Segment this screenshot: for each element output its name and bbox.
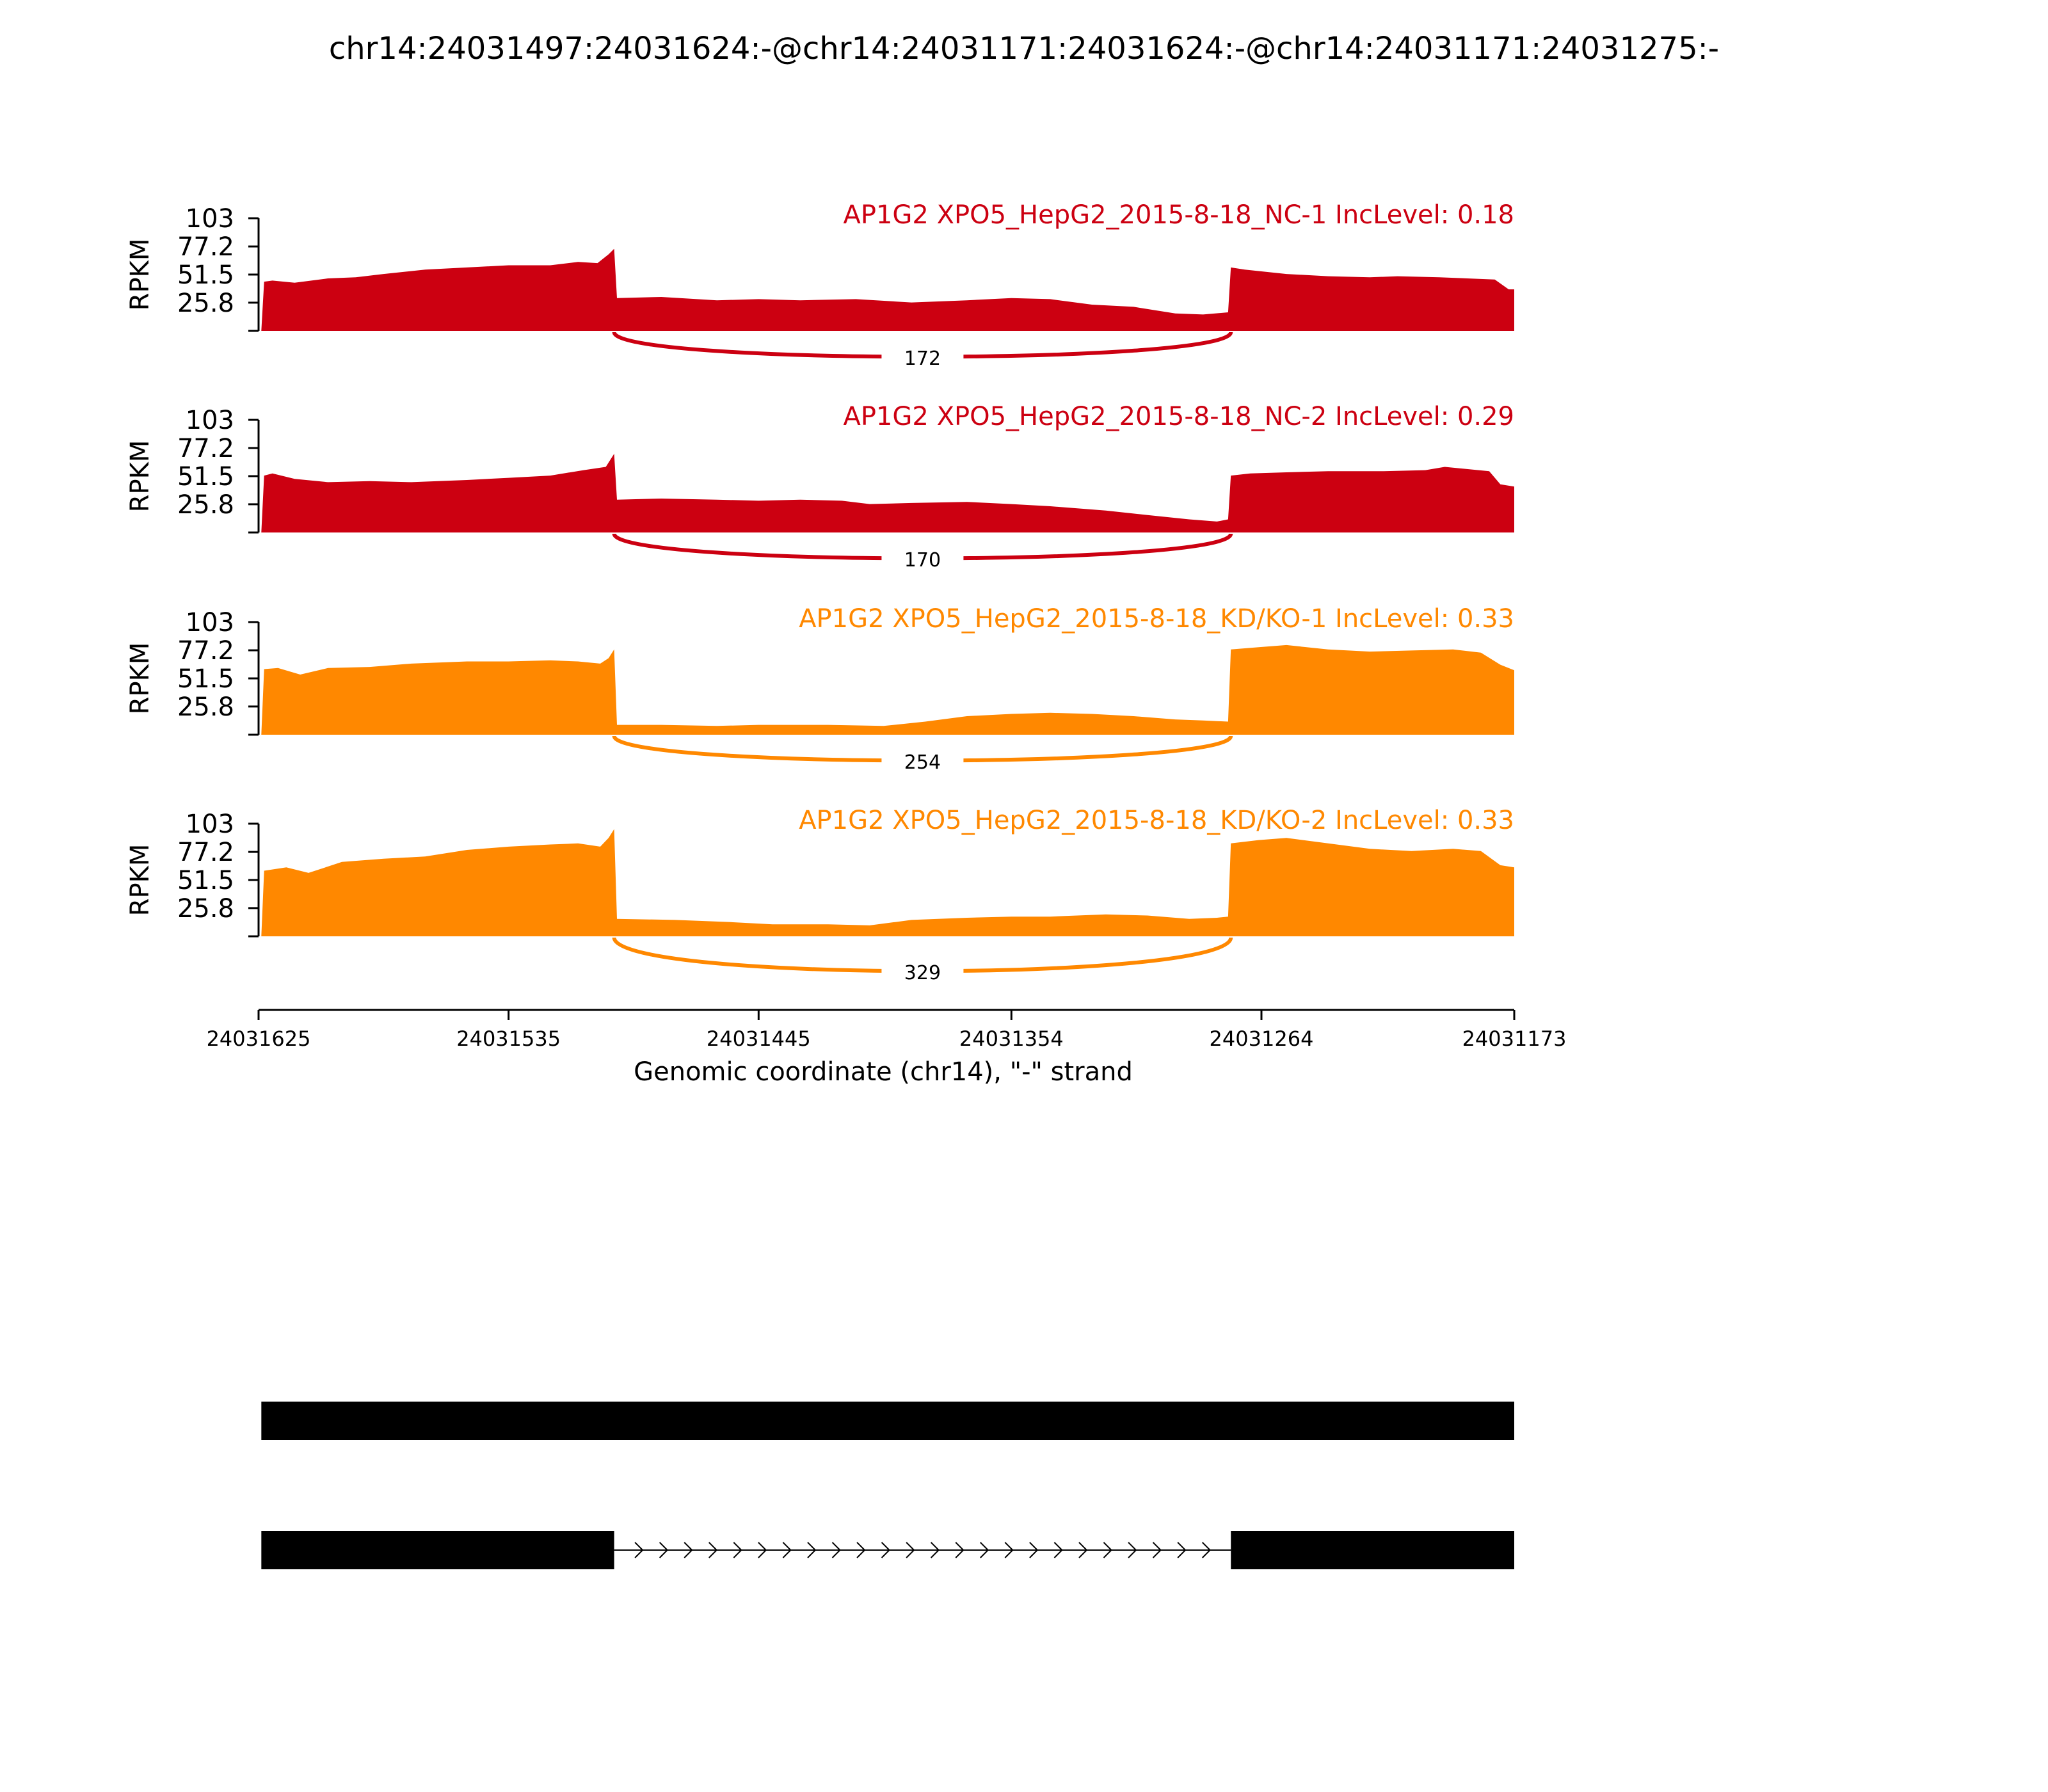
y-tick-label: 51.5 — [177, 664, 234, 694]
coverage-tracks — [125, 200, 1514, 985]
y-tick-label: 25.8 — [177, 288, 234, 318]
coverage-area — [261, 249, 1514, 331]
exon-block — [261, 1531, 614, 1569]
y-axis-label: RPKM — [125, 440, 155, 513]
y-tick-label: 77.2 — [177, 434, 234, 464]
x-tick-label: 24031445 — [706, 1027, 811, 1051]
track-label: AP1G2 XPO5_HepG2_2015-8-18_KD/KO-1 IncLevel: 0.33 — [799, 604, 1514, 634]
y-tick-label: 77.2 — [177, 232, 234, 262]
y-axis-label: RPKM — [125, 642, 155, 715]
x-tick-label: 24031264 — [1209, 1027, 1314, 1051]
coverage-track — [125, 806, 1514, 985]
x-tick-label: 24031625 — [206, 1027, 311, 1051]
exon-block — [1231, 1531, 1514, 1569]
exon-block — [261, 1402, 1514, 1440]
x-tick-label: 24031535 — [456, 1027, 561, 1051]
junction-count: 254 — [904, 751, 941, 774]
y-tick-label: 103 — [185, 406, 234, 435]
x-tick-label: 24031354 — [959, 1027, 1064, 1051]
chart-title: chr14:24031497:24031624:-@chr14:24031171:24031624:-@chr14:24031171:24031275:- — [328, 31, 1720, 67]
coverage-track — [125, 402, 1514, 572]
y-tick-label: 77.2 — [177, 838, 234, 868]
y-tick-label: 25.8 — [177, 692, 234, 722]
y-tick-label: 103 — [185, 204, 234, 234]
y-tick-label: 25.8 — [177, 893, 234, 924]
y-tick-label: 51.5 — [177, 462, 234, 492]
coverage-track — [125, 200, 1514, 371]
gene-models — [261, 1402, 1514, 1569]
y-tick-label: 51.5 — [177, 260, 234, 290]
junction-count: 329 — [904, 962, 941, 984]
junction-count: 172 — [904, 348, 941, 370]
y-tick-label: 77.2 — [177, 636, 234, 666]
y-axis-label: RPKM — [125, 844, 155, 916]
x-tick-label: 24031173 — [1462, 1027, 1567, 1051]
track-label: AP1G2 XPO5_HepG2_2015-8-18_NC-2 IncLevel: 0.29 — [843, 402, 1514, 431]
coverage-track — [125, 604, 1514, 774]
junction-count: 170 — [904, 549, 941, 572]
coverage-area — [261, 454, 1514, 532]
x-axis-label: Genomic coordinate (chr14), "-" strand — [634, 1057, 1133, 1087]
track-label: AP1G2 XPO5_HepG2_2015-8-18_NC-1 IncLevel: 0.18 — [843, 200, 1514, 230]
y-tick-label: 103 — [185, 608, 234, 637]
coverage-area — [261, 829, 1514, 937]
coverage-area — [261, 645, 1514, 735]
y-axis-label: RPKM — [125, 238, 155, 311]
y-tick-label: 51.5 — [177, 866, 234, 895]
gene-model — [261, 1531, 1514, 1569]
track-label: AP1G2 XPO5_HepG2_2015-8-18_KD/KO-2 IncLevel: 0.33 — [799, 806, 1514, 835]
y-tick-label: 25.8 — [177, 490, 234, 520]
x-axis — [207, 1010, 1567, 1051]
gene-model — [261, 1402, 1514, 1440]
y-tick-label: 103 — [185, 810, 234, 839]
